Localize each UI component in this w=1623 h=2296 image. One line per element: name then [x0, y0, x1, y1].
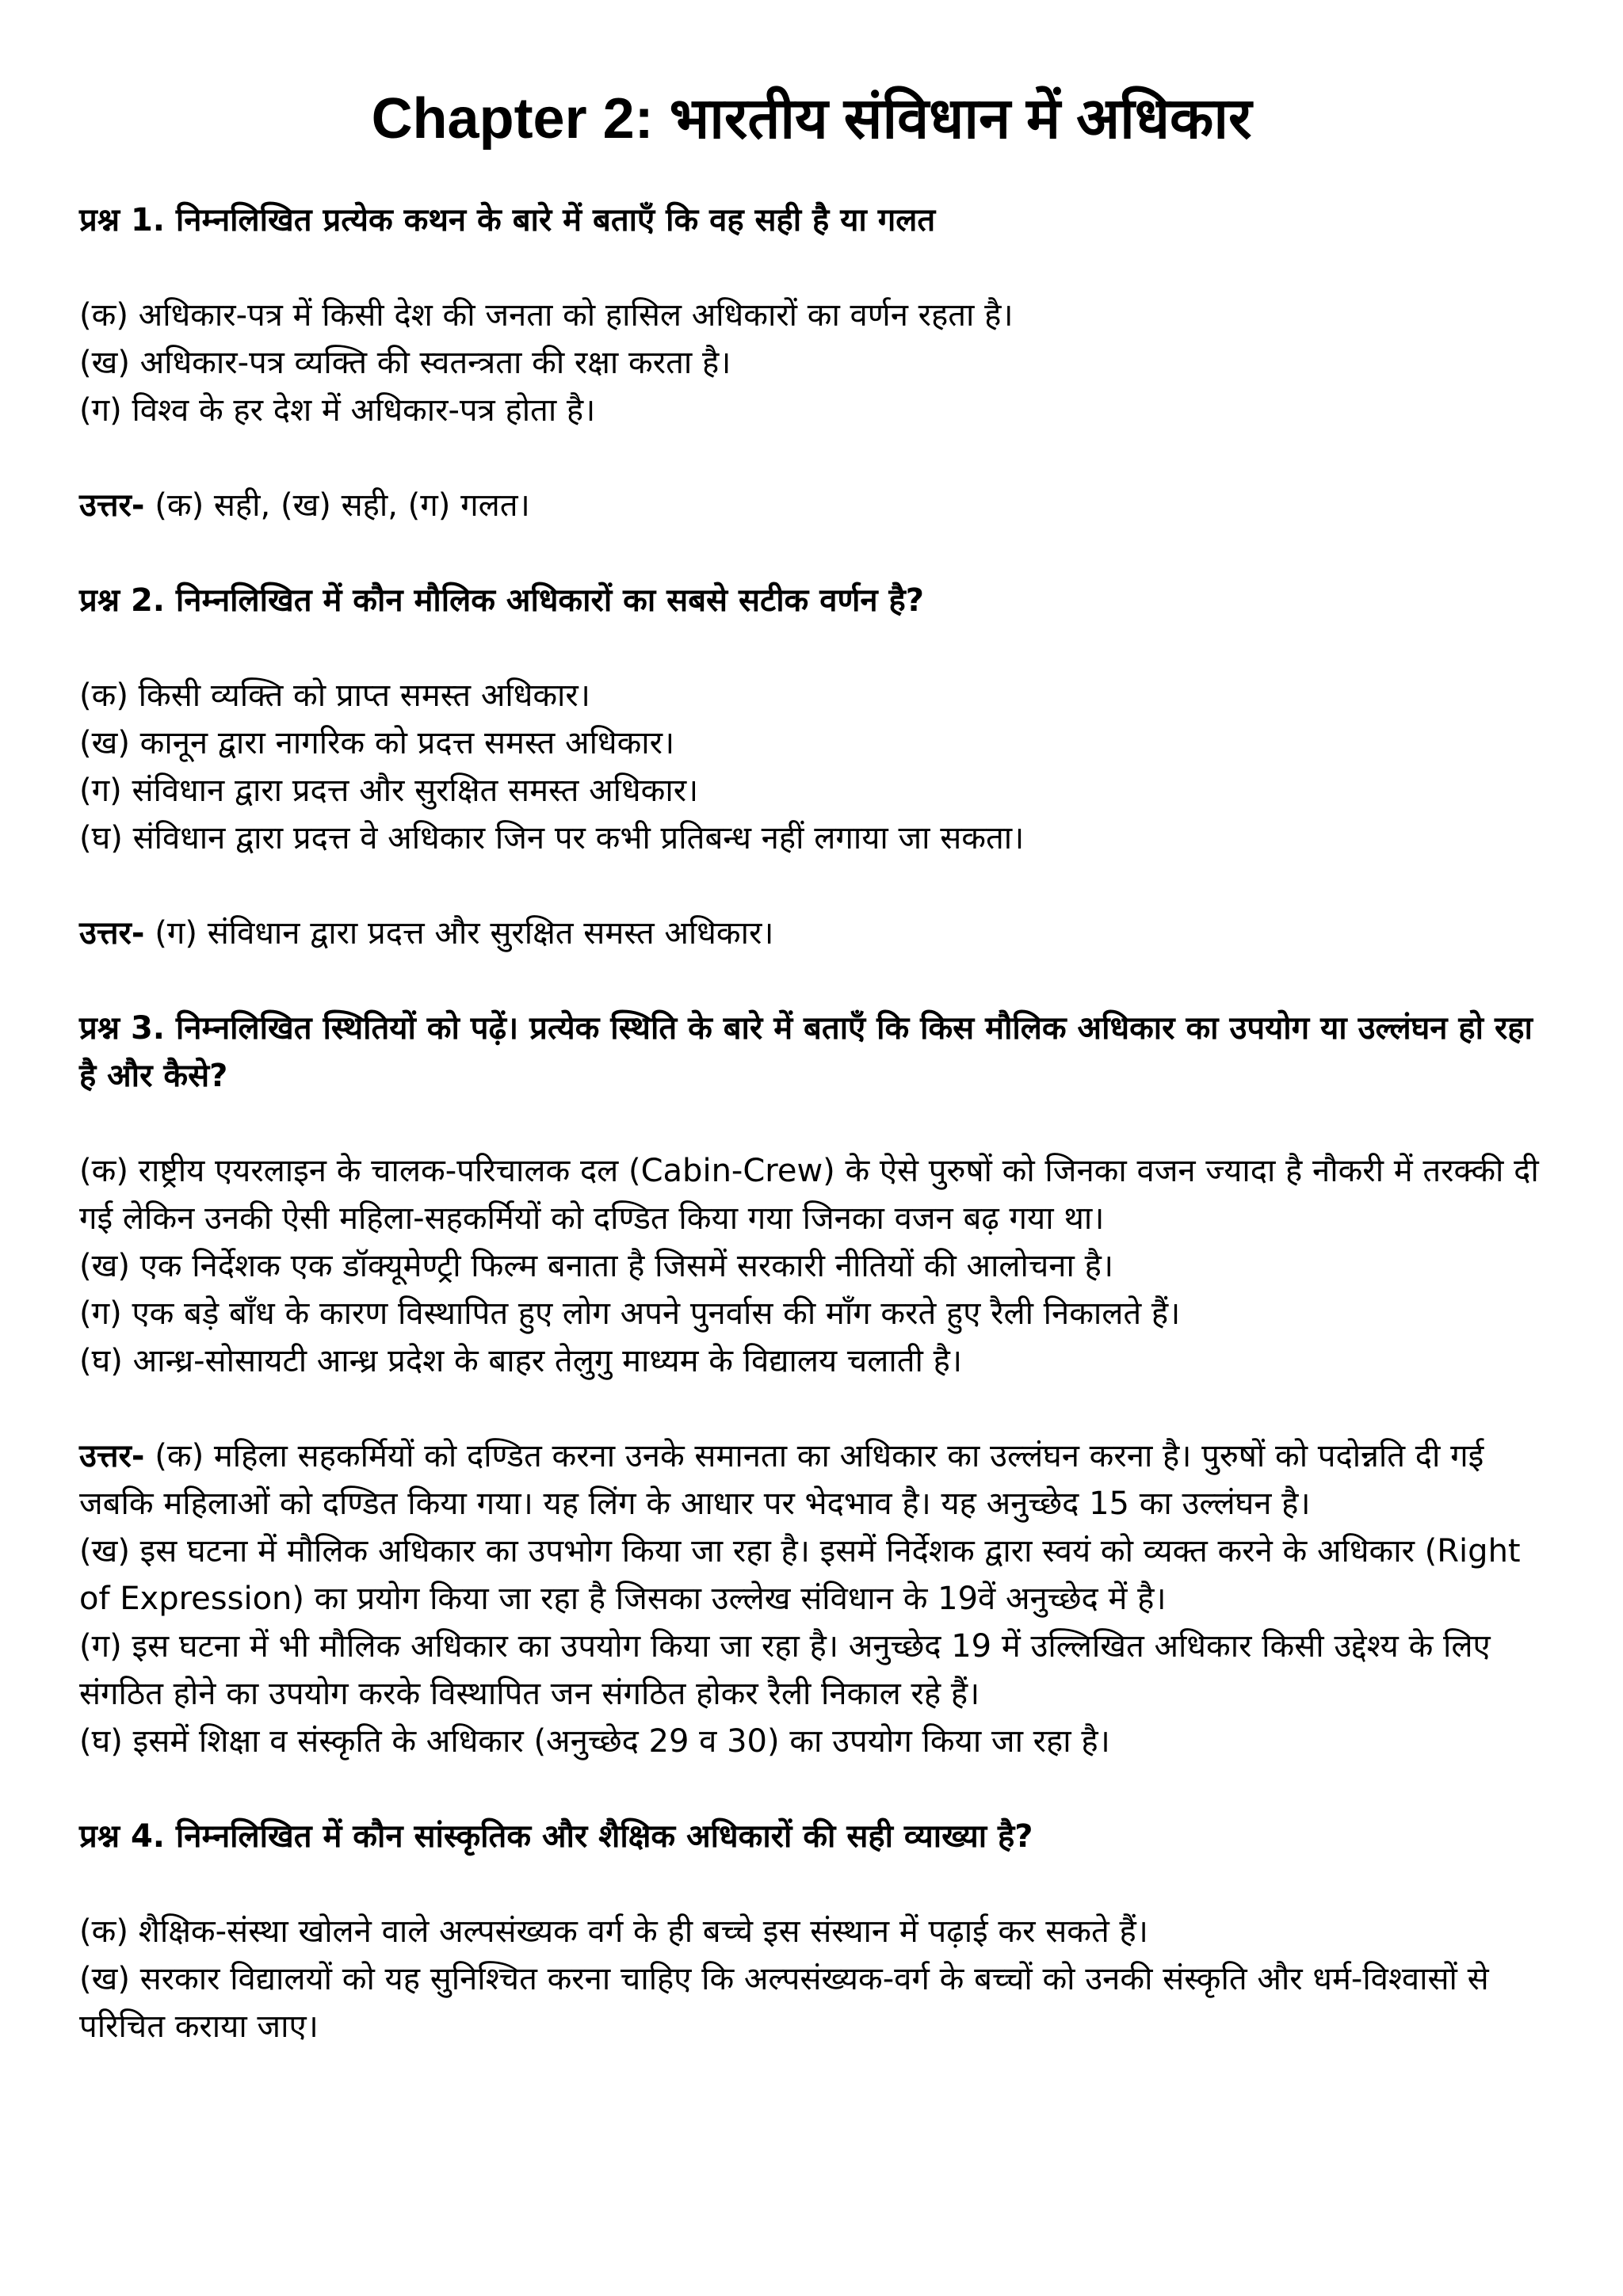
- question-2: प्रश्न 2. निम्नलिखित में कौन मौलिक अधिकारों का सबसे सटीक वर्णन है?: [79, 582, 924, 619]
- q3-answer-ka: (क) महिला सहकर्मियों को दण्डित करना उनके समानता का अधिकार का उल्लंघन करना है। पुरुषों को पदोन्नति दी गई जबकि महिलाओं को दण्डित किया गया। यह लिंग के आधार पर भेदभाव है। यह अनुच्छेद 15 का उल्लंघन है।: [79, 1438, 1484, 1522]
- page-title: Chapter 2: भारतीय संविधान में अधिकार: [371, 87, 1252, 151]
- answer-label: उत्तर-: [79, 915, 145, 952]
- q3-answer: [79, 1432, 1544, 1527]
- answer-label: उत्तर-: [79, 1438, 145, 1474]
- q1-option-ka: (क) अधिकार-पत्र में किसी देश की जनता को हासिल अधिकारों का वर्णन रहता है।: [79, 297, 1014, 334]
- q3-option-kha: (ख) एक निर्देशक एक डॉक्यूमेण्ट्री फिल्म बनाता है जिसमें सरकारी नीतियों की आलोचना है।: [79, 1248, 1113, 1284]
- answer-label: उत्तर-: [79, 487, 145, 524]
- q3-option-gha: (घ) आन्ध्र-सोसायटी आन्ध्र प्रदेश के बाहर तेलुगु माध्यम के विद्यालय चलाती है।: [79, 1343, 963, 1379]
- q1-option-kha: (ख) अधिकार-पत्र व्यक्ति की स्वतन्त्रता की रक्षा करता है।: [79, 345, 731, 381]
- q4-option-kha: (ख) सरकार विद्यालयों को यह सुनिश्चित करना चाहिए कि अल्पसंख्यक-वर्ग के बच्चों को उनकी संस्कृति और धर्म-विश्वासों से परिचित कराया जाए।: [79, 1961, 1489, 2045]
- q3-answer-kha: (ख) इस घटना में मौलिक अधिकार का उपभोग किया जा रहा है। इसमें निर्देशक द्वारा स्वयं को व्यक्त करने के अधिकार (Right of Expression) का प्रयोग किया जा रहा है जिसका उल्लेख संविधान के 19वें अनुच्छेद में है।: [79, 1533, 1521, 1617]
- q3-answer-ga: (ग) इस घटना में भी मौलिक अधिकार का उपयोग किया जा रहा है। अनुच्छेद 19 में उल्लिखित अधिकार किसी उद्देश्य के लिए संगठित होने का उपयोग करके विस्थापित जन संगठित होकर रैली निकाल रहे हैं।: [79, 1628, 1491, 1712]
- q2-option-ga: (ग) संविधान द्वारा प्रदत्त और सुरक्षित समस्त अधिकार।: [79, 772, 699, 809]
- q2-answer-text: (ग) संविधान द्वारा प्रदत्त और सुरक्षित समस्त अधिकार।: [144, 915, 774, 952]
- q2-answer: [79, 910, 1544, 957]
- q3-option-ka: (क) राष्ट्रीय एयरलाइन के चालक-परिचालक दल (Cabin-Crew) के ऐसे पुरुषों को जिनका वजन ज्यादा है नौकरी में तरक्की दी गई लेकिन उनकी ऐसी महिला-सहकर्मियों को दण्डित किया गया जिनका वजन बढ़ गया था।: [79, 1153, 1539, 1237]
- q2-option-ka: (क) किसी व्यक्ति को प्राप्त समस्त अधिकार।: [79, 677, 590, 714]
- question-4: प्रश्न 4. निम्नलिखित में कौन सांस्कृतिक और शैक्षिक अधिकारों की सही व्याख्या है?: [79, 1818, 1033, 1855]
- q2-option-kha: (ख) कानून द्वारा नागरिक को प्रदत्त समस्त अधिकार।: [79, 725, 675, 761]
- q1-option-ga: (ग) विश्व के हर देश में अधिकार-पत्र होता है।: [79, 392, 596, 429]
- question-3: प्रश्न 3. निम्नलिखित स्थितियों को पढ़ें। प्रत्येक स्थिति के बारे में बताएँ कि किस मौलिक अधिकार का उपयोग या उल्लंघन हो रहा है और कैसे?: [79, 1010, 1533, 1094]
- q1-answer: [79, 482, 1544, 529]
- q3-option-ga: (ग) एक बड़े बाँध के कारण विस्थापित हुए लोग अपने पुनर्वास की माँग करते हुए रैली निकालते हैं।: [79, 1295, 1181, 1332]
- q1-answer-text: (क) सही, (ख) सही, (ग) गलत।: [144, 487, 530, 524]
- q3-answer-gha: (घ) इसमें शिक्षा व संस्कृति के अधिकार (अनुच्छेद 29 व 30) का उपयोग किया जा रहा है।: [79, 1723, 1110, 1760]
- q4-option-ka: (क) शैक्षिक-संस्था खोलने वाले अल्पसंख्यक वर्ग के ही बच्चे इस संस्थान में पढ़ाई कर सकते हैं।: [79, 1913, 1148, 1950]
- q2-option-gha: (घ) संविधान द्वारा प्रदत्त वे अधिकार जिन पर कभी प्रतिबन्ध नहीं लगाया जा सकता।: [79, 820, 1025, 856]
- question-1: प्रश्न 1. निम्नलिखित प्रत्येक कथन के बारे में बताएँ कि वह सही है या गलत: [79, 202, 936, 238]
